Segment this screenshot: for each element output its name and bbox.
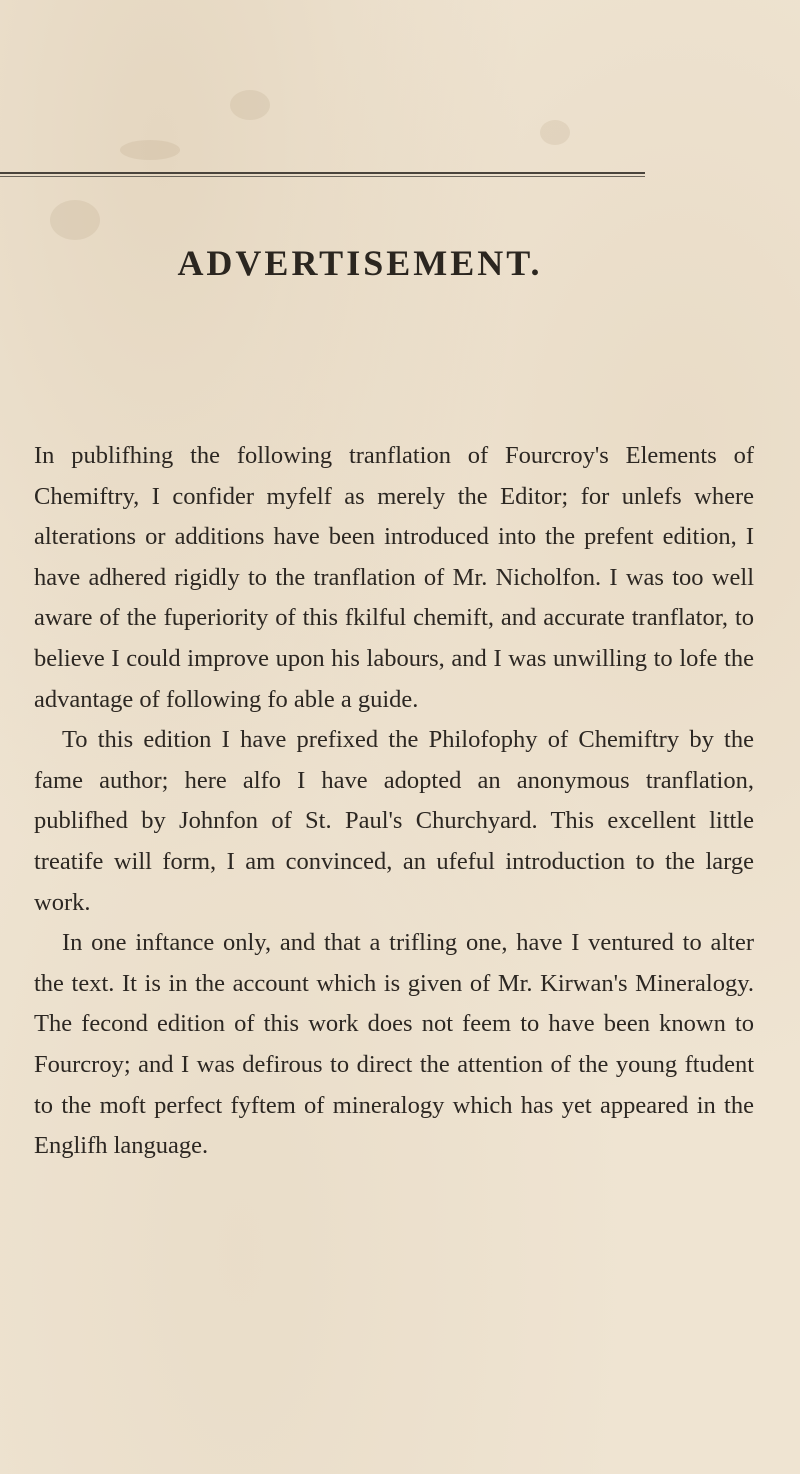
paragraph-1: In publifhing the following tranflation of Fourcroy's Elements of Chemiftry, I confider myfelf as merely the Editor; for unlefs where alterations or additions have been introduced into the prefent edition, I have adhered rigidly to the tranflation of Mr. Nicholfon. I was too well aware of the fuperiority of this fkilful chemift, and accurate tranflator, to believe I could improve upon his labours, and I was unwilling to lofe the advantage of following fo able a guide.: [34, 442, 754, 713]
paper-stain: [120, 140, 180, 160]
paper-stain: [50, 200, 100, 240]
top-rule: [0, 172, 645, 174]
page-heading: ADVERTISEMENT.: [177, 243, 543, 283]
paragraph-2: To this edition I have prefixed the Philofophy of Chemiftry by the fame author; here alfo I have adopted an anonymous tranflation, publifhed by Johnfon of St. Paul's Churchyard. This excellent little treatife will form, I am convinced, an ufeful introduction to the large work.: [34, 726, 754, 916]
paper-stain: [540, 120, 570, 145]
paragraph-3: In one inftance only, and that a trifling one, have I ventured to alter the text. It is in the account which is given of Mr. Kirwan's Mineralogy. The fecond edition of this work does not feem to have been known to Fourcroy; and I was defirous to direct the attention of the young ftudent to the moft perfect fyftem of mineralogy which has yet appeared in the Englifh language.: [34, 929, 754, 1160]
body-text: [34, 436, 754, 1167]
paper-stain: [230, 90, 270, 120]
top-rule-thin: [0, 176, 645, 177]
